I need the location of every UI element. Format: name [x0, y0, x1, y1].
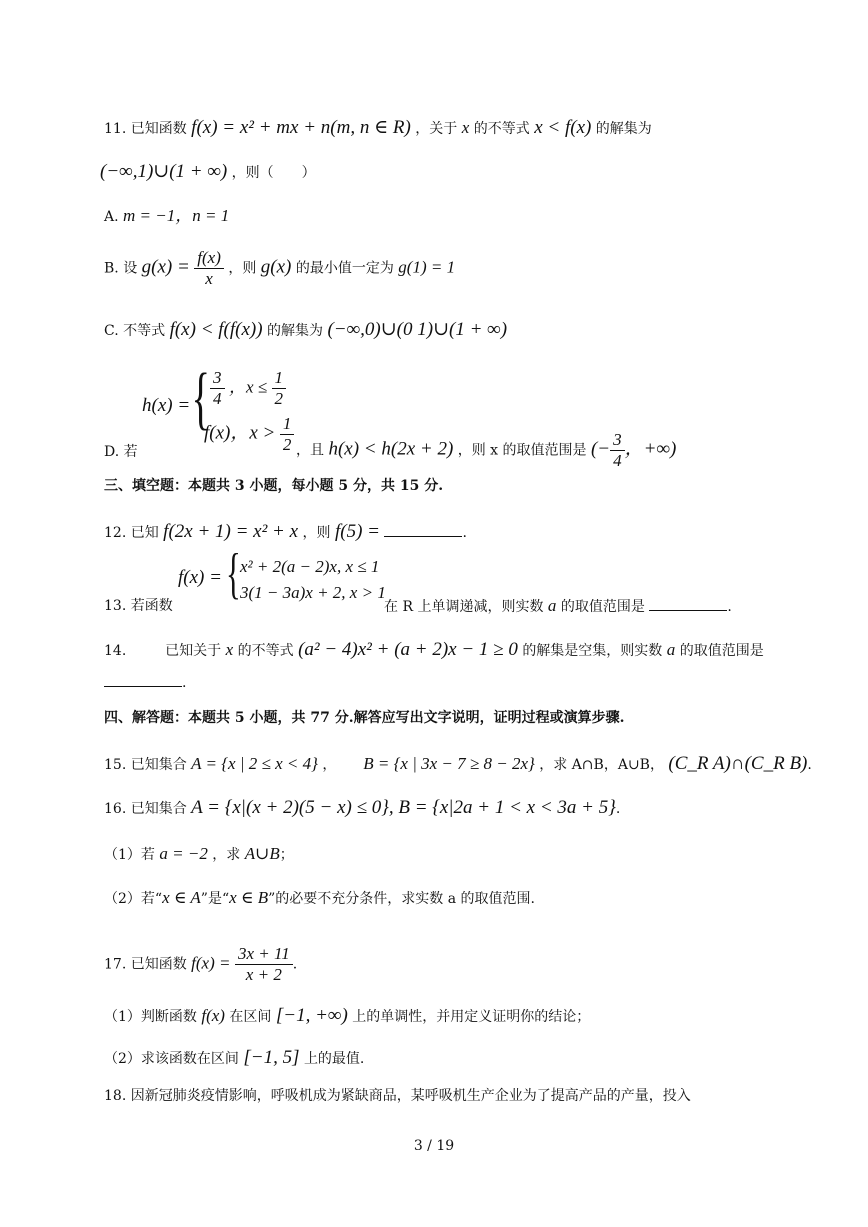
page-number: 3 / 19: [413, 1138, 455, 1154]
q11-option-b: B. 设 g(x) = $\frac{f(x)}{x}$ ，则 g(x) 的最小值一定为 g(1) = 1: [104, 248, 456, 288]
q13-case2: 3(1 − 3a)x + 2, x > 1: [240, 583, 386, 602]
q11-option-d-case2: f(x)，x > $\frac{1}{2}$: [204, 414, 294, 455]
q13-answer-blank: [649, 596, 727, 611]
q12-answer-blank: [384, 522, 462, 537]
q11-option-d-h-label: h(x) =: [142, 395, 191, 416]
q11-option-a: A. m = −1，n = 1: [104, 206, 230, 225]
q13-text: 在 R 上单调递减，则实数 a 的取值范围是 .: [384, 596, 732, 615]
section-4-heading: 四、解答题：本题共 5 小题，共 77 分.解答应写出文字说明，证明过程或演算步骤.: [104, 710, 625, 726]
q13-fx: f(x) =: [178, 567, 222, 588]
q17-part1: （1）判断函数 f(x) 在区间 [−1, +∞) 上的单调性，并用定义证明你的结论；: [104, 1005, 591, 1026]
q13-case1: x² + 2(a − 2)x, x ≤ 1: [240, 557, 380, 576]
q11-option-d-brace: {: [191, 360, 211, 437]
q11-solution-set: (−∞,1)∪(1 + ∞) ，则（ ）: [100, 161, 316, 182]
q17-fraction: $\frac{3x + 11}{x + 2}$: [235, 944, 293, 985]
q12: 12. 已知 f(2x + 1) = x² + x ，则 f(5) = .: [104, 521, 467, 542]
q11-option-d-label: D. 若: [104, 444, 138, 460]
q11-stem: 11. 已知函数 f(x) = x² + mx + n(m, n ∈ R) ，关于 x 的不等式 x < f(x) 的解集为: [104, 117, 652, 138]
q11-option-d-case1: $\frac{3}{4}$ ，x ≤ $\frac{1}{2}$: [210, 368, 286, 409]
q17-part2: （2）求该函数在区间 [−1, 5] 上的最值.: [104, 1047, 365, 1068]
q14-blank-line: .: [104, 672, 186, 693]
q13-label: 13. 若函数: [104, 598, 173, 614]
q17: 17. 已知函数 f(x) = $\frac{3x + 11}{x + 2}$ .: [104, 944, 298, 984]
q18: 18. 因新冠肺炎疫情影响，呼吸机成为紧缺商品，某呼吸机生产企业为了提高产品的产量，投入: [104, 1088, 691, 1104]
q16-part2: （2）若“x ∈ A”是“x ∈ B”的必要不充分条件，求实数 a 的取值范围.: [104, 888, 535, 907]
q11-inequality: x < f(x): [534, 117, 592, 138]
q15: 15. 已知集合 A = {x | 2 ≤ x < 4} ， B = {x | 3x − 7 ≥ 8 − 2x} ，求 A∩B，A∪B， (C_R A)∩(C_R B).: [104, 753, 812, 774]
q11-option-b-fraction: $\frac{f(x)}{x}$: [194, 248, 224, 289]
q14-answer-blank: [104, 672, 182, 687]
q13-brace: {: [226, 543, 241, 605]
q11-option-c: C. 不等式 f(x) < f(f(x)) 的解集为 (−∞,0)∪(0 1)∪(1 + ∞): [104, 319, 508, 340]
section-3-heading: 三、填空题：本题共 3 小题，每小题 5 分，共 15 分.: [104, 478, 444, 494]
q14: 14. 已知关于 x 的不等式 (a² − 4)x² + (a + 2)x − 1 ≥ 0 的解集是空集，则实数 a 的取值范围是: [104, 639, 764, 660]
q16: 16. 已知集合 A = {x|(x + 2)(5 − x) ≤ 0}, B = {x|2a + 1 < x < 3a + 5}.: [104, 797, 621, 818]
q16-part1: （1）若 a = −2 ，求 A∪B；: [104, 844, 294, 863]
q11-function: f(x) = x² + mx + n(m, n ∈ R): [191, 117, 411, 138]
q11-option-d-text: ，且 h(x) < h(2x + 2) ，则 x 的取值范围是 (− $\frac{3}{4}$ ，+∞): [296, 430, 677, 470]
